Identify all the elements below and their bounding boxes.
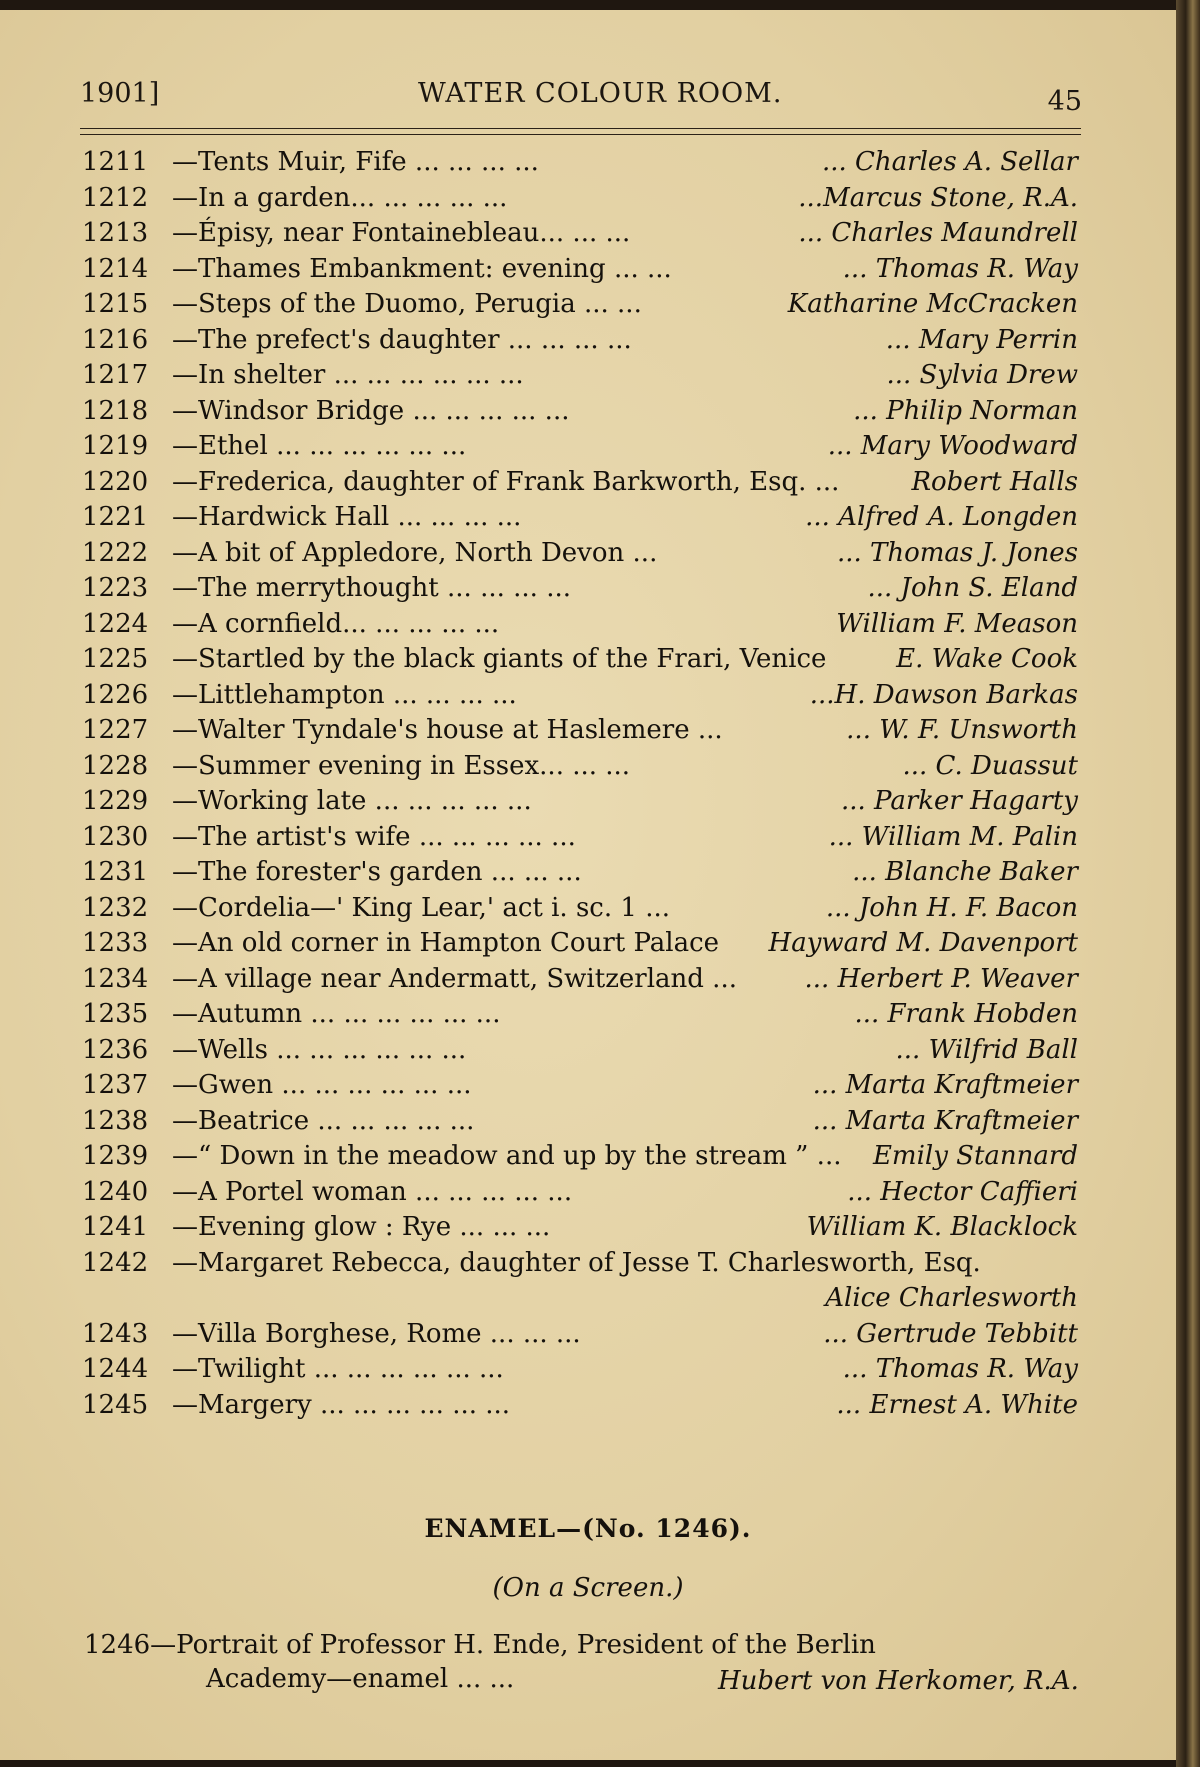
- entry-title: —Evening glow : Rye ... ... ...: [172, 1212, 551, 1242]
- entry-number: 1214: [82, 253, 149, 284]
- entry-artist: ... William M. Palin: [828, 821, 1078, 852]
- page-header: [80, 78, 1080, 118]
- entry-artist: ... Mary Woodward: [827, 431, 1078, 461]
- list-item: [82, 467, 1082, 503]
- list-item: [82, 1177, 1082, 1213]
- list-item: [82, 183, 1082, 219]
- entry-artist: ... Sylvia Drew: [886, 360, 1078, 390]
- entry-artist: ... Parker Hagarty: [840, 786, 1078, 816]
- entry-number: 1228: [82, 750, 149, 781]
- entry-artist: William F. Meason: [836, 608, 1078, 639]
- entry-number: 1240: [82, 1176, 149, 1207]
- enamel-entry-line1: 1246—Portrait of Professor H. Ende, President of the Berlin: [84, 1630, 876, 1660]
- entry-title: —Thames Embankment: evening ... ...: [172, 253, 672, 284]
- entry-title: —Cordelia—' King Lear,' act i. sc. 1 ...: [172, 892, 670, 923]
- entry-artist: ... Thomas R. Way: [842, 253, 1078, 284]
- list-item: [82, 644, 1082, 680]
- entry-artist: Robert Halls: [911, 466, 1078, 497]
- entry-artist: ... Thomas R. Way: [842, 1354, 1078, 1384]
- list-item: [82, 1035, 1082, 1071]
- entry-artist: ... John S. Eland: [867, 573, 1078, 603]
- entry-artist: ... Blanche Baker: [852, 857, 1078, 887]
- entry-title: —In shelter ... ... ... ... ... ...: [172, 360, 524, 390]
- entry-title: —A Portel woman ... ... ... ... ...: [172, 1176, 573, 1207]
- entry-number: 1211: [82, 147, 149, 177]
- list-item: [82, 254, 1082, 290]
- entry-title: —Hardwick Hall ... ... ... ...: [172, 502, 522, 532]
- entry-artist: ... Ernest A. White: [836, 1389, 1078, 1420]
- enamel-entry-artist: Hubert von Herkomer, R.A.: [718, 1666, 1079, 1696]
- list-item: [82, 502, 1082, 538]
- list-item: [82, 289, 1082, 325]
- list-item: [82, 1248, 1082, 1284]
- list-item: [82, 538, 1082, 574]
- entry-title: —A bit of Appledore, North Devon ...: [172, 537, 658, 568]
- entry-artist: ... John H. F. Bacon: [825, 892, 1078, 923]
- section-title: ENAMEL—(No. 1246).: [424, 1514, 752, 1543]
- entry-artist: Alice Charlesworth: [825, 1283, 1078, 1313]
- entry-artist: Katharine McCracken: [787, 289, 1078, 319]
- entry-title: —In a garden... ... ... ... ...: [172, 182, 508, 213]
- entry-title: —Margery ... ... ... ... ... ...: [172, 1389, 511, 1420]
- entry-number: 1221: [82, 502, 149, 532]
- page: [0, 10, 1176, 1760]
- entry-number: 1229: [82, 786, 149, 816]
- entry-artist: ... Hector Caffieri: [847, 1176, 1078, 1207]
- section-subtitle: (On a Screen.): [492, 1573, 684, 1603]
- entry-title: —Littlehampton ... ... ... ...: [172, 679, 517, 710]
- entry-number: 1230: [82, 821, 149, 852]
- entry-number: 1223: [82, 573, 149, 603]
- entry-title: —Margaret Rebecca, daughter of Jesse T. Charlesworth, Esq.: [172, 1247, 981, 1278]
- entry-number: 1239: [82, 1141, 149, 1171]
- entry-title: —Épisy, near Fontainebleau... ... ...: [172, 218, 631, 248]
- entry-number: 1233: [82, 928, 149, 958]
- enamel-entry-line2: Academy—enamel ... ...: [206, 1664, 515, 1694]
- entry-number: 1235: [82, 999, 149, 1029]
- entry-title: —Summer evening in Essex... ... ...: [172, 750, 631, 781]
- entry-artist: ... Marta Kraftmeier: [812, 1070, 1078, 1100]
- entry-number: 1227: [82, 715, 149, 745]
- entry-title: —Steps of the Duomo, Perugia ... ...: [172, 289, 642, 319]
- list-item: [82, 609, 1082, 645]
- entry-artist: ... Gertrude Tebbitt: [823, 1318, 1078, 1349]
- entry-title: —A cornfield... ... ... ... ...: [172, 608, 500, 639]
- entry-artist: ... Marta Kraftmeier: [812, 1105, 1078, 1136]
- entry-artist: ... Mary Perrin: [885, 324, 1078, 355]
- entry-artist: Hayward M. Davenport: [768, 928, 1078, 958]
- list-item: [82, 1390, 1082, 1426]
- list-item: [82, 1319, 1082, 1355]
- entry-artist: ... Thomas J. Jones: [836, 537, 1078, 568]
- entry-number: 1220: [82, 466, 149, 497]
- list-item: [82, 1106, 1082, 1142]
- entry-title: —The prefect's daughter ... ... ... ...: [172, 324, 632, 355]
- entry-title: —Startled by the black giants of the Frari, Venice: [172, 644, 827, 674]
- list-item: [82, 1283, 1082, 1319]
- entry-artist: ... Alfred A. Longden: [805, 502, 1078, 532]
- list-item: [82, 1070, 1082, 1106]
- list-item: [82, 1141, 1082, 1177]
- entry-title: —Ethel ... ... ... ... ... ...: [172, 431, 467, 461]
- list-item: [82, 786, 1082, 822]
- list-item: [82, 218, 1082, 254]
- entry-number: 1236: [82, 1034, 149, 1065]
- entry-title: —The merrythought ... ... ... ...: [172, 573, 571, 603]
- entry-title: —Walter Tyndale's house at Haslemere ...: [172, 715, 723, 745]
- entry-title: —A village near Andermatt, Switzerland ...: [172, 963, 737, 994]
- list-item: [82, 573, 1082, 609]
- entry-artist: ... Philip Norman: [853, 395, 1078, 426]
- entry-title: —The forester's garden ... ... ...: [172, 857, 582, 887]
- list-item: [82, 431, 1082, 467]
- entry-artist: ... Charles Maundrell: [798, 218, 1078, 248]
- list-item: [82, 999, 1082, 1035]
- entry-title: —Beatrice ... ... ... ... ...: [172, 1105, 475, 1136]
- entry-artist: ...H. Dawson Barkas: [809, 679, 1078, 710]
- entry-number: 1212: [82, 182, 149, 213]
- entry-artist: ... Charles A. Sellar: [821, 147, 1078, 177]
- entry-title: —Gwen ... ... ... ... ... ...: [172, 1070, 472, 1100]
- list-item: [82, 928, 1082, 964]
- list-item: [82, 857, 1082, 893]
- entry-number: 1218: [82, 395, 149, 426]
- header-rule-bottom: [80, 134, 1081, 135]
- entry-number: 1234: [82, 963, 149, 994]
- list-item: [82, 680, 1082, 716]
- entry-artist: ... W. F. Unsworth: [846, 715, 1078, 745]
- entry-number: 1243: [82, 1318, 149, 1349]
- list-item: [82, 715, 1082, 751]
- list-item: [82, 147, 1082, 183]
- header-rule-top: [80, 128, 1081, 129]
- entry-artist: William K. Blacklock: [806, 1212, 1078, 1242]
- entry-artist: ... Wilfrid Ball: [895, 1034, 1078, 1065]
- entry-number: 1226: [82, 679, 149, 710]
- list-item: [82, 1354, 1082, 1390]
- header-title: WATER COLOUR ROOM.: [418, 78, 783, 109]
- entry-title: —The artist's wife ... ... ... ... ...: [172, 821, 576, 852]
- entry-number: 1238: [82, 1105, 149, 1136]
- entry-number: 1242: [82, 1247, 149, 1278]
- page-number: 45: [1047, 86, 1082, 117]
- entry-title: —Villa Borghese, Rome ... ... ...: [172, 1318, 581, 1349]
- list-item: [82, 360, 1082, 396]
- entry-number: 1219: [82, 431, 149, 461]
- entry-artist: Emily Stannard: [872, 1141, 1078, 1171]
- entry-number: 1217: [82, 360, 149, 390]
- entry-title: —“ Down in the meadow and up by the stream ” ...: [172, 1141, 842, 1171]
- entry-number: 1213: [82, 218, 149, 248]
- entry-artist: ... Frank Hobden: [854, 999, 1078, 1029]
- entry-number: 1215: [82, 289, 149, 319]
- header-year: 1901]: [80, 78, 160, 109]
- list-item: [82, 325, 1082, 361]
- entry-title: —Autumn ... ... ... ... ... ...: [172, 999, 501, 1029]
- entry-artist: ... Herbert P. Weaver: [804, 963, 1078, 994]
- entry-number: 1224: [82, 608, 149, 639]
- entry-number: 1222: [82, 537, 149, 568]
- list-item: [82, 396, 1082, 432]
- list-item: [82, 822, 1082, 858]
- list-item: [82, 964, 1082, 1000]
- entry-title: —Wells ... ... ... ... ... ...: [172, 1034, 467, 1065]
- entry-number: 1232: [82, 892, 149, 923]
- entry-artist: ... C. Duassut: [902, 750, 1078, 781]
- list-item: [82, 751, 1082, 787]
- entry-number: 1244: [82, 1354, 149, 1384]
- list-item: [82, 893, 1082, 929]
- entry-title: —Twilight ... ... ... ... ... ...: [172, 1354, 504, 1384]
- entry-artist: E. Wake Cook: [896, 644, 1078, 674]
- list-item: [82, 1212, 1082, 1248]
- entry-title: —Tents Muir, Fife ... ... ... ...: [172, 147, 539, 177]
- entry-title: —Working late ... ... ... ... ...: [172, 786, 532, 816]
- entry-number: 1237: [82, 1070, 149, 1100]
- entry-number: 1231: [82, 857, 149, 887]
- catalogue-list: [82, 147, 1082, 1425]
- book-edge: [1176, 0, 1200, 1767]
- entry-artist: ...Marcus Stone, R.A.: [798, 182, 1078, 213]
- entry-number: 1216: [82, 324, 149, 355]
- entry-title: —Frederica, daughter of Frank Barkworth, Esq. ...: [172, 466, 840, 497]
- entry-title: —Windsor Bridge ... ... ... ... ...: [172, 395, 570, 426]
- entry-number: 1245: [82, 1389, 149, 1420]
- entry-number: 1225: [82, 644, 149, 674]
- entry-number: 1241: [82, 1212, 149, 1242]
- entry-title: —An old corner in Hampton Court Palace: [172, 928, 720, 958]
